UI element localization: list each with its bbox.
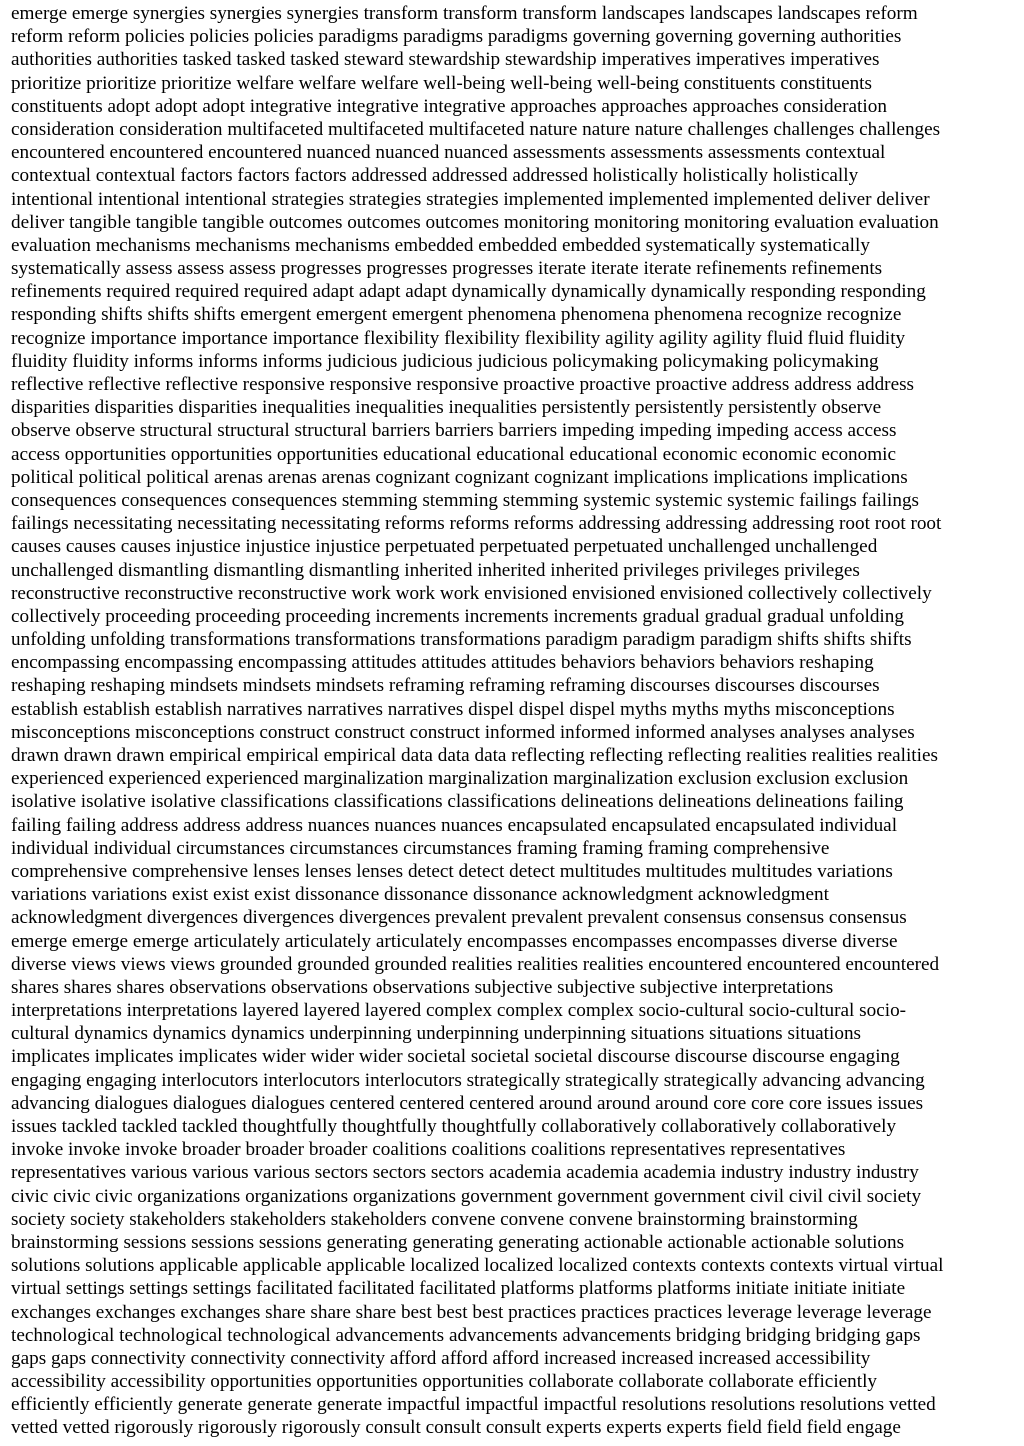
text-line: recognize importance importance importance flexibility flexibility flexibility agility agility agility fluid fluid fluidity	[11, 327, 906, 349]
text-line: shares shares shares observations observations observations subjective subjective subjective interpretations	[11, 976, 834, 998]
text-line: reform reform policies policies policies paradigms paradigms paradigms governing governing governing authorities	[11, 26, 902, 48]
text-line: virtual settings settings settings facilitated facilitated facilitated platforms platforms platforms initiate initiate initiate	[11, 1278, 906, 1300]
text-line: society society stakeholders stakeholders stakeholders convene convene convene brainstorming brainstorming	[11, 1208, 858, 1230]
text-line: exchanges exchanges exchanges share share share best best best practices practices practices leverage leverage leverage	[11, 1301, 932, 1323]
text-line: access opportunities opportunities opportunities educational educational educational economic economic economic	[11, 443, 897, 465]
text-line: isolative isolative isolative classifications classifications classifications delineations delineations delineations failing	[11, 791, 904, 813]
text-line: observe observe structural structural structural barriers barriers barriers impeding impeding impeding access access	[11, 420, 897, 442]
text-line: implicates implicates implicates wider wider wider societal societal societal discourse discourse discourse engaging	[11, 1046, 900, 1068]
text-line: interpretations interpretations layered layered layered complex complex complex socio-cultural socio-cultural socio-	[11, 1000, 907, 1022]
text-line: brainstorming sessions sessions sessions generating generating generating actionable actionable actionable solutions	[11, 1231, 905, 1253]
text-line: intentional intentional intentional strategies strategies strategies implemented implemented implemented deliver deliver	[11, 188, 930, 210]
text-line: unfolding unfolding transformations transformations transformations paradigm paradigm paradigm shifts shifts shifts	[11, 629, 912, 651]
text-line: engaging engaging interlocutors interlocutors interlocutors strategically strategically strategically advancing advancing	[11, 1069, 925, 1091]
text-line: collectively proceeding proceeding proceeding increments increments increments gradual gradual gradual unfolding	[11, 605, 904, 627]
text-line: failings necessitating necessitating necessitating reforms reforms reforms addressing addressing addressing root root root	[11, 513, 942, 535]
text-line: authorities authorities tasked tasked tasked steward stewardship stewardship imperatives imperatives imperatives	[11, 49, 880, 71]
text-line: evaluation mechanisms mechanisms mechanisms embedded embedded embedded systematically systematically	[11, 234, 870, 256]
text-line: invoke invoke invoke broader broader broader coalitions coalitions coalitions representatives representatives	[11, 1139, 846, 1161]
text-line: establish establish establish narratives narratives narratives dispel dispel dispel myths myths myths misconceptions	[11, 698, 895, 720]
text-line: solutions solutions applicable applicable applicable localized localized localized contexts contexts contexts virtual virtual	[11, 1255, 944, 1277]
text-line: emerge emerge synergies synergies synergies transform transform transform landscapes landscapes landscapes reform	[11, 3, 918, 24]
text-line: civic civic civic organizations organizations organizations government government government civil civil civil society	[11, 1185, 922, 1207]
text-line: contextual contextual factors factors factors addressed addressed addressed holistically holistically holistically	[11, 165, 859, 187]
text-line: prioritize prioritize prioritize welfare welfare welfare well-being well-being well-being constituents constituents	[11, 72, 872, 94]
text-line: efficiently efficiently generate generate generate impactful impactful impactful resolutions resolutions resolutions vetted	[11, 1394, 936, 1416]
text-line: cultural dynamics dynamics dynamics underpinning underpinning underpinning situations situations situations	[11, 1023, 862, 1045]
text-line: systematically assess assess assess progresses progresses progresses iterate iterate iterate refinements refinements	[11, 258, 883, 280]
text-line: deliver tangible tangible tangible outcomes outcomes outcomes monitoring monitoring monitoring evaluation evaluation	[11, 211, 939, 233]
text-line: refinements required required required adapt adapt adapt dynamically dynamically dynamically responding responding	[11, 281, 926, 303]
text-line: issues tackled tackled tackled thoughtfully thoughtfully thoughtfully collaboratively collaboratively collaboratively	[11, 1116, 897, 1137]
text-line: encompassing encompassing encompassing attitudes attitudes attitudes behaviors behaviors behaviors reshaping	[11, 652, 874, 674]
text-line: advancing dialogues dialogues dialogues centered centered centered around around around core core core issues issues	[11, 1092, 924, 1114]
text-line: comprehensive comprehensive lenses lenses lenses detect detect detect multitudes multitudes multitudes variations	[11, 860, 893, 882]
text-line: reshaping reshaping mindsets mindsets mindsets reframing reframing reframing discourses discourses discourses	[11, 675, 880, 697]
text-line: emerge emerge emerge articulately articulately articulately encompasses encompasses encompasses diverse diverse	[11, 930, 898, 952]
text-line: constituents adopt adopt adopt integrative integrative integrative approaches approaches approaches consideration	[11, 95, 887, 117]
text-line: individual individual circumstances circumstances circumstances framing framing framing comprehensive	[11, 837, 830, 859]
text-line: failing failing address address address nuances nuances nuances encapsulated encapsulated encapsulated individual	[11, 814, 898, 836]
text-line: representatives various various various sectors sectors sectors academia academia academia industry industry industry	[11, 1162, 919, 1184]
text-line: technological technological technological advancements advancements advancements bridging bridging bridging gaps	[11, 1324, 921, 1346]
text-line: consequences consequences consequences stemming stemming stemming systemic systemic systemic failings failings	[11, 489, 920, 511]
text-line: acknowledgment divergences divergences divergences prevalent prevalent prevalent consensus consensus consensus	[11, 907, 907, 929]
text-line: disparities disparities disparities inequalities inequalities inequalities persistently persistently persistently observe	[11, 397, 882, 419]
text-line: variations variations exist exist exist dissonance dissonance dissonance acknowledgment acknowledgment	[11, 884, 829, 906]
text-line: diverse views views views grounded grounded grounded realities realities realities encountered encountered encountered	[11, 953, 940, 975]
text-line: unchallenged dismantling dismantling dismantling inherited inherited inherited privileges privileges privileges	[11, 559, 860, 581]
text-line: causes causes causes injustice injustice injustice perpetuated perpetuated perpetuated unchallenged unchallenged	[11, 536, 878, 558]
text-line: experienced experienced experienced marginalization marginalization marginalization exclusion exclusion exclusion	[11, 768, 909, 790]
text-line: consideration consideration multifaceted multifaceted multifaceted nature nature nature challenges challenges challenges	[11, 118, 941, 140]
text-line: drawn drawn drawn empirical empirical empirical data data data reflecting reflecting reflecting realities realities realities	[11, 745, 938, 766]
text-line: reconstructive reconstructive reconstructive work work work envisioned envisioned envisioned collectively collectively	[11, 582, 932, 604]
text-line: misconceptions misconceptions construct construct construct informed informed informed analyses analyses analyses	[11, 721, 915, 743]
text-line: gaps gaps connectivity connectivity connectivity afford afford afford increased increased increased accessibility	[11, 1347, 871, 1369]
text-line: accessibility accessibility opportunities opportunities opportunities collaborate collaborate collaborate efficiently	[11, 1371, 878, 1393]
text-line: fluidity fluidity informs informs informs judicious judicious judicious policymaking policymaking policymaking	[11, 350, 879, 372]
text-line: responding shifts shifts shifts emergent emergent emergent phenomena phenomena phenomena recognize recognize	[11, 304, 902, 326]
text-line: political political political arenas arenas arenas cognizant cognizant cognizant implications implications implications	[11, 466, 908, 488]
text-line: encountered encountered encountered nuanced nuanced nuanced assessments assessments assessments contextual	[11, 142, 886, 164]
text-line: vetted vetted rigorously rigorously rigorously consult consult consult experts experts experts field field field engage	[11, 1417, 901, 1439]
text-line: reflective reflective reflective responsive responsive responsive proactive proactive proactive address address address	[11, 374, 915, 395]
